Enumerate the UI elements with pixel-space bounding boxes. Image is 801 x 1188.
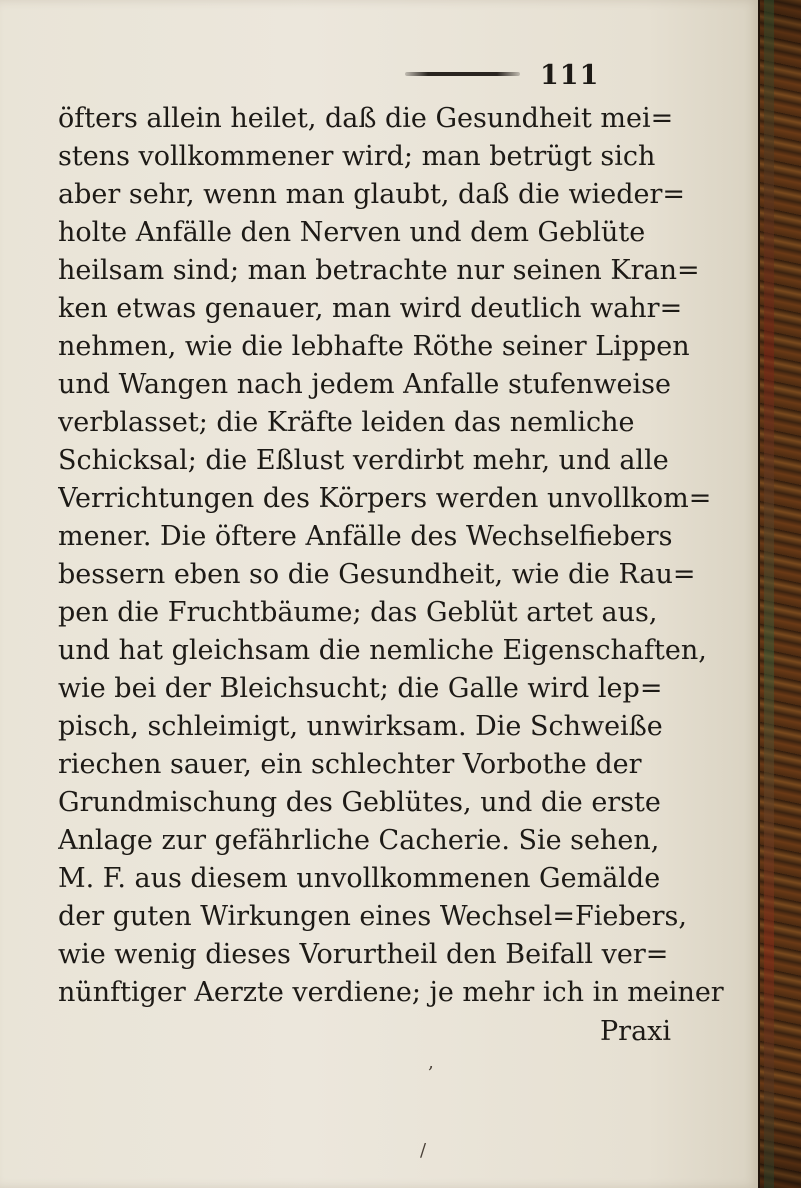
text-line: M. F. aus diesem unvollkommenen Gemälde [58,863,661,894]
text-line: Anlage zur gefährliche Cacherie. Sie sehen, [58,825,660,856]
text-line: wie wenig dieses Vorurtheil den Beifall ver= [58,939,669,970]
book-binding-edge [758,0,801,1188]
text-line: bessern eben so die Gesundheit, wie die Rau= [58,559,696,590]
stray-mark: ‚ [428,1052,434,1073]
text-line: mener. Die öftere Anfälle des Wechselfiebers [58,521,673,552]
text-line: pen die Fruchtbäume; das Geblüt artet aus, [58,597,658,628]
text-line: wie bei der Bleichsucht; die Galle wird lep= [58,673,663,704]
text-line: heilsam sind; man betrachte nur seinen Kran= [58,255,700,286]
text-line: stens vollkommener wird; man betrügt sich [58,141,656,172]
text-line: Grundmischung des Geblütes, und die erste [58,787,661,818]
text-line: der guten Wirkungen eines Wechsel=Fiebers, [58,901,687,932]
stray-slash-mark: / [420,1140,427,1161]
text-line: nehmen, wie die lebhafte Röthe seiner Lippen [58,331,690,362]
page-number: 111 [540,60,600,91]
text-line: Verrichtungen des Körpers werden unvollkom= [58,483,712,514]
text-line: ken etwas genauer, man wird deutlich wahr= [58,293,683,324]
header-ornament-rule [405,72,520,76]
page-header [405,60,600,91]
catchword: Praxi [600,1016,672,1047]
text-line: Schicksal; die Eßlust verdirbt mehr, und alle [58,445,669,476]
text-line: verblasset; die Kräfte leiden das nemliche [58,407,635,438]
text-line: öfters allein heilet, daß die Gesundheit mei= [58,103,674,134]
body-text [58,100,748,1012]
text-line: holte Anfälle den Nerven und dem Geblüte [58,217,646,248]
text-line: pisch, schleimigt, unwirksam. Die Schweiße [58,711,663,742]
text-line: und hat gleichsam die nemliche Eigenschaften, [58,635,707,666]
text-line: nünftiger Aerzte verdiene; je mehr ich in meiner [58,977,724,1008]
text-line: aber sehr, wenn man glaubt, daß die wieder= [58,179,685,210]
text-line: und Wangen nach jedem Anfalle stufenweise [58,369,671,400]
text-line: riechen sauer, ein schlechter Vorbothe der [58,749,642,780]
